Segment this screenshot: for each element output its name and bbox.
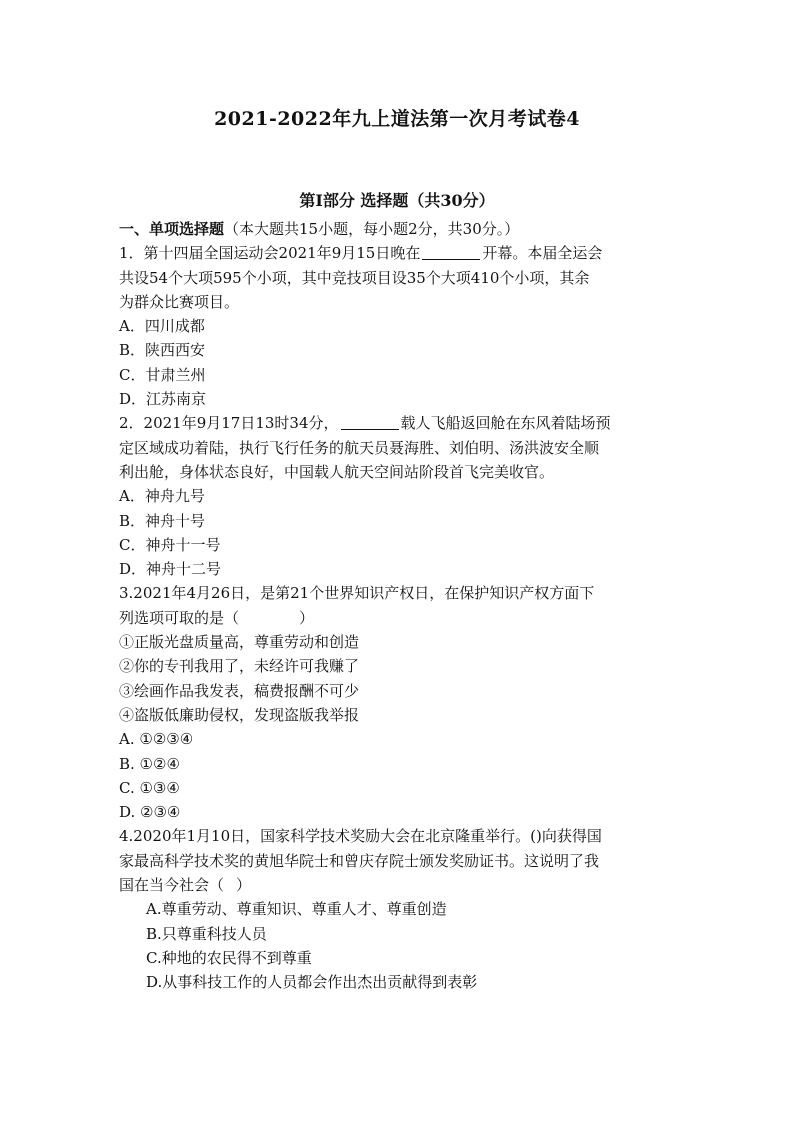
question-2-line-2: 定区域成功着陆，执行飞行任务的航天员聂海胜、刘伯明、汤洪波安全顺 <box>119 438 600 457</box>
option-a: A. ①②③④ <box>119 730 194 749</box>
question-3 <box>119 581 679 824</box>
answer-blank <box>422 244 480 260</box>
question-1-line-1: 1．第十四届全国运动会2021年9月15日晚在 开幕。本届全运会 <box>119 244 603 263</box>
option-d: D．江苏南京 <box>119 390 207 409</box>
section-heading <box>119 217 679 241</box>
section-heading-label: 一、单项选择题 <box>119 220 225 238</box>
option-a: A．神舟九号 <box>119 487 205 506</box>
question-2 <box>119 411 679 581</box>
statement-1: ①正版光盘质量高，尊重劳动和创造 <box>119 633 360 652</box>
question-4-line-1: 4.2020年1月10日，国家科学技术奖励大会在北京隆重举行。()向获得国 <box>119 827 602 846</box>
option-c: C．神舟十一号 <box>119 535 221 554</box>
question-3-line-2: 列选项可取的是（ ） <box>119 608 315 627</box>
question-1-line-2: 共设54个大项595个小项，其中竞技项目设35个大项410个小项，其余 <box>119 268 590 287</box>
option-c: C. ①③④ <box>119 778 180 797</box>
option-d: D. ②③④ <box>119 803 181 822</box>
question-4-line-2: 家最高科学技术奖的黄旭华院士和曾庆存院士颁发奖励证书。这说明了我 <box>119 851 600 870</box>
part-title: 第Ⅰ部分 选择题（共30分） <box>299 191 495 210</box>
option-d: D．神舟十二号 <box>119 560 222 579</box>
option-c: C.种地的农民得不到尊重 <box>146 948 312 967</box>
question-4-line-3: 国在当今社会（ ） <box>119 876 252 895</box>
statement-3: ③绘画作品我发表，稿费报酬不可少 <box>119 681 360 700</box>
question-4 <box>119 824 679 994</box>
section-heading-note: （本大题共15小题，每小题2分，共30分。） <box>224 220 520 238</box>
option-b: B.只尊重科技人员 <box>146 924 267 943</box>
statement-2: ②你的专刊我用了，未经许可我赚了 <box>119 657 360 676</box>
option-c: C．甘肃兰州 <box>119 365 206 384</box>
statement-4: ④盗版低廉助侵权，发现盗版我举报 <box>119 705 360 724</box>
option-b: B．陕西西安 <box>119 341 206 360</box>
exam-title: 2021-2022年九上道法第一次月考试卷4 <box>214 108 580 130</box>
option-b: B. ①②④ <box>119 754 180 773</box>
exam-content <box>119 217 679 995</box>
question-2-line-3: 利出舱，身体状态良好，中国载人航天空间站阶段首飞完美收官。 <box>119 462 555 481</box>
option-d: D.从事科技工作的人员都会作出杰出贡献得到表彰 <box>146 973 478 992</box>
question-1 <box>119 241 679 411</box>
question-1-line-3: 为群众比赛项目。 <box>119 292 240 311</box>
question-3-line-1: 3.2021年4月26日，是第21个世界知识产权日，在保护知识产权方面下 <box>119 584 595 603</box>
answer-blank <box>341 414 399 430</box>
option-a: A.尊重劳动、尊重知识、尊重人才、尊重创造 <box>146 900 447 919</box>
option-a: A．四川成都 <box>119 317 205 336</box>
question-2-line-1: 2．2021年9月17日13时34分， 载人飞船返回舱在东风着陆场预 <box>119 414 611 433</box>
option-b: B．神舟十号 <box>119 511 206 530</box>
